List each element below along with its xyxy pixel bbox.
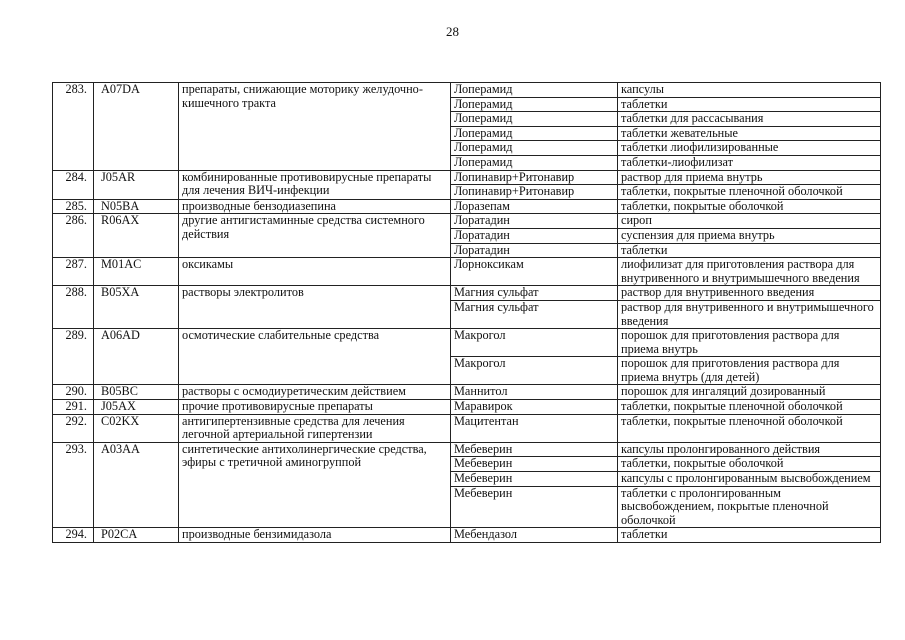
table-row bbox=[53, 400, 881, 415]
row-number: 287. bbox=[53, 258, 94, 286]
dosage-form: таблетки-лиофилизат bbox=[618, 155, 881, 170]
atc-code: P02CA bbox=[94, 528, 179, 543]
dosage-form: капсулы bbox=[618, 83, 881, 98]
drug-name: Мебеверин bbox=[451, 486, 618, 528]
drug-name: Лоперамид bbox=[451, 97, 618, 112]
drug-name: Магния сульфат bbox=[451, 286, 618, 301]
table-row bbox=[53, 83, 881, 98]
pharmacological-group: растворы электролитов bbox=[179, 286, 451, 329]
pharmacological-group: прочие противовирусные препараты bbox=[179, 400, 451, 415]
dosage-form: порошок для приготовления раствора для приема внутрь (для детей) bbox=[618, 357, 881, 385]
table-row bbox=[53, 442, 881, 457]
dosage-form: раствор для приема внутрь bbox=[618, 170, 881, 185]
drug-name: Макрогол bbox=[451, 329, 618, 357]
row-number: 292. bbox=[53, 414, 94, 442]
pharmacological-group: производные бензодиазепина bbox=[179, 199, 451, 214]
dosage-form: таблетки с пролонгированным высвобождением, покрытые пленочной оболочкой bbox=[618, 486, 881, 528]
row-number: 283. bbox=[53, 83, 94, 171]
drug-name: Лоперамид bbox=[451, 155, 618, 170]
drug-name: Макрогол bbox=[451, 357, 618, 385]
drug-name: Лоперамид bbox=[451, 112, 618, 127]
drug-name: Мацитентан bbox=[451, 414, 618, 442]
drug-name: Магния сульфат bbox=[451, 300, 618, 328]
table-row bbox=[53, 385, 881, 400]
drug-name: Лопинавир+Ритонавир bbox=[451, 170, 618, 185]
row-number: 285. bbox=[53, 199, 94, 214]
pharmacological-group: производные бензимидазола bbox=[179, 528, 451, 543]
pharmacological-group: оксикамы bbox=[179, 258, 451, 286]
atc-code: N05BA bbox=[94, 199, 179, 214]
pharmacological-group: другие антигистаминные средства системного действия bbox=[179, 214, 451, 258]
dosage-form: раствор для внутривенного введения bbox=[618, 286, 881, 301]
dosage-form: суспензия для приема внутрь bbox=[618, 228, 881, 243]
pharmacological-group: растворы с осмодиуретическим действием bbox=[179, 385, 451, 400]
drug-name: Лоратадин bbox=[451, 228, 618, 243]
row-number: 286. bbox=[53, 214, 94, 258]
dosage-form: таблетки, покрытые пленочной оболочкой bbox=[618, 414, 881, 442]
drug-name: Лоразепам bbox=[451, 199, 618, 214]
pharmacological-group: синтетические антихолинергические средства, эфиры с третичной аминогруппой bbox=[179, 442, 451, 528]
dosage-form: капсулы пролонгированного действия bbox=[618, 442, 881, 457]
dosage-form: порошок для ингаляций дозированный bbox=[618, 385, 881, 400]
drug-name: Маравирок bbox=[451, 400, 618, 415]
drug-name: Мебеверин bbox=[451, 442, 618, 457]
atc-code: A06AD bbox=[94, 329, 179, 385]
table-row bbox=[53, 214, 881, 229]
drug-name: Лоперамид bbox=[451, 126, 618, 141]
dosage-form: таблетки bbox=[618, 243, 881, 258]
row-number: 293. bbox=[53, 442, 94, 528]
dosage-form: таблетки жевательные bbox=[618, 126, 881, 141]
atc-code: B05XA bbox=[94, 286, 179, 329]
row-number: 294. bbox=[53, 528, 94, 543]
drug-name: Лоперамид bbox=[451, 141, 618, 156]
table-row bbox=[53, 329, 881, 357]
page-number: 28 bbox=[446, 24, 459, 39]
pharmacological-group: препараты, снижающие моторику желудочно-кишечного тракта bbox=[179, 83, 451, 171]
dosage-form: таблетки, покрытые пленочной оболочкой bbox=[618, 185, 881, 200]
atc-code: A07DA bbox=[94, 83, 179, 171]
row-number: 291. bbox=[53, 400, 94, 415]
drug-name: Лопинавир+Ритонавир bbox=[451, 185, 618, 200]
dosage-form: таблетки для рассасывания bbox=[618, 112, 881, 127]
row-number: 288. bbox=[53, 286, 94, 329]
dosage-form: таблетки лиофилизированные bbox=[618, 141, 881, 156]
dosage-form: таблетки, покрытые оболочкой bbox=[618, 457, 881, 472]
drug-name: Мебендазол bbox=[451, 528, 618, 543]
dosage-form: порошок для приготовления раствора для приема внутрь bbox=[618, 329, 881, 357]
row-number: 290. bbox=[53, 385, 94, 400]
dosage-form: таблетки, покрытые пленочной оболочкой bbox=[618, 400, 881, 415]
atc-code: M01AC bbox=[94, 258, 179, 286]
atc-code: A03AA bbox=[94, 442, 179, 528]
drug-table bbox=[52, 82, 881, 543]
atc-code: C02KX bbox=[94, 414, 179, 442]
atc-code: B05BC bbox=[94, 385, 179, 400]
pharmacological-group: антигипертензивные средства для лечения легочной артериальной гипертензии bbox=[179, 414, 451, 442]
dosage-form: таблетки bbox=[618, 528, 881, 543]
drug-name: Лоратадин bbox=[451, 243, 618, 258]
table-row bbox=[53, 170, 881, 185]
dosage-form: лиофилизат для приготовления раствора для внутривенного и внутримышечного введения bbox=[618, 258, 881, 286]
table-row bbox=[53, 199, 881, 214]
drug-name: Маннитол bbox=[451, 385, 618, 400]
table-row bbox=[53, 286, 881, 301]
drug-name: Лоперамид bbox=[451, 83, 618, 98]
atc-code: R06AX bbox=[94, 214, 179, 258]
drug-name: Лорноксикам bbox=[451, 258, 618, 286]
row-number: 284. bbox=[53, 170, 94, 199]
pharmacological-group: осмотические слабительные средства bbox=[179, 329, 451, 385]
table-row bbox=[53, 528, 881, 543]
dosage-form: таблетки, покрытые оболочкой bbox=[618, 199, 881, 214]
table-row bbox=[53, 414, 881, 442]
atc-code: J05AR bbox=[94, 170, 179, 199]
table-row bbox=[53, 258, 881, 286]
drug-name: Лоратадин bbox=[451, 214, 618, 229]
atc-code: J05AX bbox=[94, 400, 179, 415]
drug-name: Мебеверин bbox=[451, 472, 618, 487]
drug-name: Мебеверин bbox=[451, 457, 618, 472]
dosage-form: капсулы с пролонгированным высвобождением bbox=[618, 472, 881, 487]
pharmacological-group: комбинированные противовирусные препараты для лечения ВИЧ-инфекции bbox=[179, 170, 451, 199]
dosage-form: таблетки bbox=[618, 97, 881, 112]
row-number: 289. bbox=[53, 329, 94, 385]
dosage-form: раствор для внутривенного и внутримышечного введения bbox=[618, 300, 881, 328]
dosage-form: сироп bbox=[618, 214, 881, 229]
